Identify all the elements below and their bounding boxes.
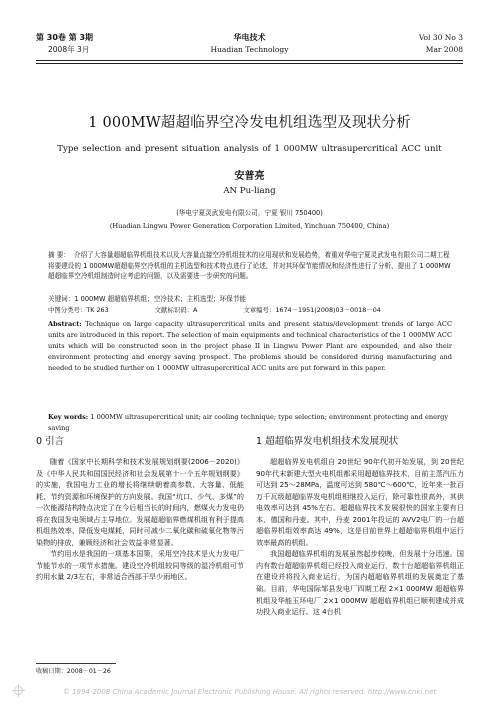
received-date: 收稿日期：2008－01－26 [36,668,111,675]
abstract-text: 介绍了大容量超超临界机组技术以及大容量直接空冷机组技术的应用现状和发展趋势，着重对华电宁夏灵武发电有限公司二期工程将要建设的 1 000MW超超临界空冷机组的主机选型和技术特点进行了论述，并对其环保节能情况和经济性进行了分析，提出了 1 000MW超超临界空冷机组制造时应考虑的问题，以及需要进一步研究的问题。 [48,251,451,281]
document-code: 文献标识码：A [154,306,198,314]
affiliation: (华电宁夏灵武发电有限公司，宁夏 银川 750400) [176,209,323,217]
left-column [36,456,244,583]
header-rule-thin [36,63,463,64]
header-issue: 第 30卷 第 3期 [36,33,94,42]
header-journal-en: Huadian Technology [210,45,289,54]
affiliation-en: (Huadian Lingwu Power Generation Corporation Limited, Yinchuan 750400, China) [109,222,390,230]
paper-title-en: Type selection and present situation analysis of 1 000MW ultrasupercritical ACC unit [57,144,442,154]
author-name: 安普亮 [234,171,265,182]
paragraph: 节约用水是我国的一项基本国策，采用空冷技术是火力发电厂节能节水的一项节水措施。建设空冷机组较同等级的湿冷机组可节约用水量 2/3左右，非常适合西部干旱少雨地区。 [36,549,244,582]
right-column [256,456,464,618]
abstract-cn [48,250,452,282]
header-date-en: Mar 2008 [425,45,463,54]
keywords-label: 关键词： [48,295,75,303]
footnote-rule [36,663,116,664]
section-1-heading: 1 超超临界发电机组技术发展现状 [256,436,399,447]
clc-number: 中图分类号：TK 263 [48,306,109,314]
abstract-en-text: Technique on large capacity ultrasupercritical units and present status/development trends of large ACC units are introduced in this report. The selection of main equipments and technical characteristics of the 1 000MW ACC units which will be constructed soon in the project phase II in Lingwu Power Plant are expounded, and also their environment protecting and energy saving prospect. The problems should be considered during manufacturing and needed to be studied further on 1 000MW ultrasupercritical ACC units are put forward in this paper. [48,320,453,372]
paragraph: 超超临界发电机组自 20世纪 90年代初开始发展，到 20世纪 90年代末新建大型火电机组都采用超超临界技术，目前主蒸汽压力可达到 25～28MPa，温度可达到 580℃～600℃，近年来一批百万千瓦级超超临界发电机组相继投入运行，除可靠性很高外，其供电效率可达到 45%左右。超超临界技术发展很快的国家主要有日本、德国和丹麦。其中，丹麦 2001年投运的 AVV2电厂的一台超超临界机组效率高达 49%，这是目前世界上超超临界机组中运行效率最高的机组。 [256,457,464,547]
paper-title: 1 000MW超超临界空冷发电机组选型及现状分析 [88,115,411,131]
header-journal-cn: 华电技术 [233,33,266,42]
keywords-text: 1 000MW 超超临界机组；空冷技术；主机选型；环保节能 [74,295,247,303]
keywords-cn [48,294,452,304]
classification-line [48,305,452,315]
paragraph: 随着《国家中长期科学和技术发展规划纲要(2006－2020)》及《中华人民共和国国民经济和社会发展第十一个五年规划纲要》的实施，我国电力工业的增长将继续朝着高参数、大容量、低能耗、节约资源和环境保护的方向发展。我国“坑口、少气、多煤”的一次能源结构特点决定了在今后相当长的时间内，燃煤火力发电仍将在我国发电领域占主导地位。发展超超临界燃煤机组有利于提高机组热效率、降低发电煤耗，同时可减少二氧化碳和硫氧化物等污染物的排放，兼顾经济和社会效益非常显著。 [36,457,244,547]
keywords-en [48,412,452,434]
abstract-en [48,319,452,374]
header-date-cn: 2008年 3月 [48,45,90,54]
paragraph: 我国超超临界机组的发展虽然起步较晚，但发展十分迅速。国内有数台超超临界机组已经投入商业运行，数十台超超临界机组正在建设并将投入商业运行，为国内超超临界机组的发展奠定了基础。目前，华电国际邹县发电厂四期工程 2×1 000MW 超超临界机组及华能玉环电厂 2×1 000MW 超超临界机组已顺利建成并成功投入商业运行。这 4台机 [256,549,464,617]
header-volume: Vol 30 No 3 [418,33,463,42]
keywords-en-text: 1 000MW ultrasupercritical unit; air cooling technique; type selection; environment protecting and energy saving [48,413,449,432]
author-name-en: AN Pu-liang [223,186,276,196]
section-0-heading: 0 引言 [36,436,65,447]
abstract-label: 摘 要： [48,251,70,259]
copyright-watermark: © 1994-2008 China Academic Journal Electronic Publishing House. All rights reserved. http://www.cnki.net [62,688,437,696]
article-number: 文章编号：1674－1951(2008)03－0018－04 [243,306,381,314]
header-rule-thick [36,60,463,61]
keywords-en-label: Key words: [48,413,89,421]
abstract-en-label: Abstract: [48,320,82,328]
